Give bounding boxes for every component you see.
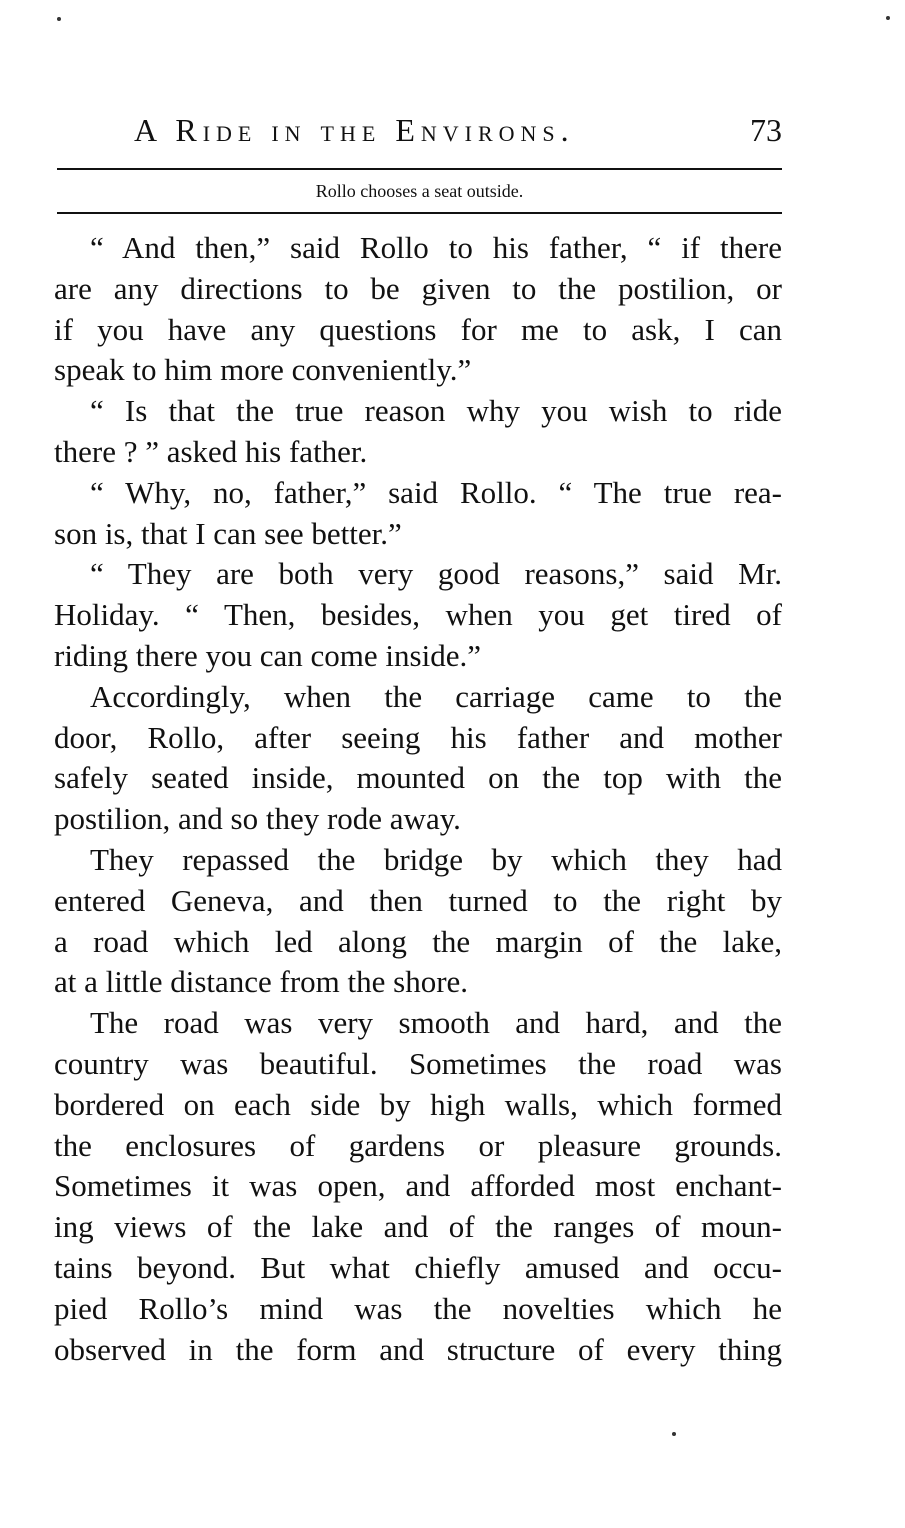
text-line: pied Rollo’s mind was the novelties which he — [54, 1290, 782, 1326]
running-title: A Ride in the Environs. — [134, 112, 575, 148]
text-line: riding there you can come inside.” — [54, 637, 481, 673]
text-line: entered Geneva, and then turned to the right by — [54, 882, 782, 918]
text-line: “ And then,” said Rollo to his father, “ if there — [90, 230, 782, 265]
text-line: They repassed the bridge by which they had — [90, 841, 782, 877]
text-line: tains beyond. But what chiefly amused and occu- — [54, 1249, 782, 1285]
text-line: “ Why, no, father,” said Rollo. “ The true rea- — [90, 474, 782, 510]
text-line: bordered on each side by high walls, which formed — [54, 1086, 782, 1122]
text-line: postilion, and so they rode away. — [54, 801, 461, 837]
text-line: country was beautiful. Sometimes the road was — [54, 1045, 782, 1081]
text-line: son is, that I can see better.” — [54, 515, 402, 551]
text-line: speak to him more conveniently.” — [54, 352, 472, 388]
text-line: Holiday. “ Then, besides, when you get tired of — [54, 597, 782, 633]
text-line: if you have any questions for me to ask, I can — [54, 311, 782, 347]
running-head — [54, 108, 782, 152]
text-line: the enclosures of gardens or pleasure grounds. — [54, 1127, 782, 1163]
ink-speck — [886, 16, 890, 20]
body-text — [54, 228, 782, 1370]
page-number: 73 — [750, 112, 782, 148]
text-line: there ? ” asked his father. — [54, 433, 368, 469]
text-line: observed in the form and structure of every thing — [54, 1331, 782, 1367]
text-line: safely seated inside, mounted on the top with the — [54, 760, 782, 796]
text-line: at a little distance from the shore. — [54, 964, 469, 1000]
text-line: ing views of the lake and of the ranges of moun- — [54, 1209, 782, 1245]
text-line: “ They are both very good reasons,” said Mr. — [90, 556, 782, 592]
text-line: The road was very smooth and hard, and the — [90, 1005, 782, 1041]
text-line: “ Is that the true reason why you wish to ride — [90, 393, 782, 429]
header-rule-top — [57, 168, 782, 170]
header-rule-bottom — [57, 212, 782, 214]
text-line: Sometimes it was open, and afforded most enchant- — [54, 1168, 782, 1204]
text-line: are any directions to be given to the postilion, or — [54, 270, 782, 306]
ink-speck — [672, 1432, 676, 1436]
page-subheading: Rollo chooses a seat outside. — [315, 181, 524, 201]
text-line: Accordingly, when the carriage came to the — [90, 678, 782, 714]
text-line: door, Rollo, after seeing his father and mother — [54, 719, 782, 755]
ink-speck — [57, 17, 61, 21]
text-line: a road which led along the margin of the lake, — [54, 923, 782, 959]
